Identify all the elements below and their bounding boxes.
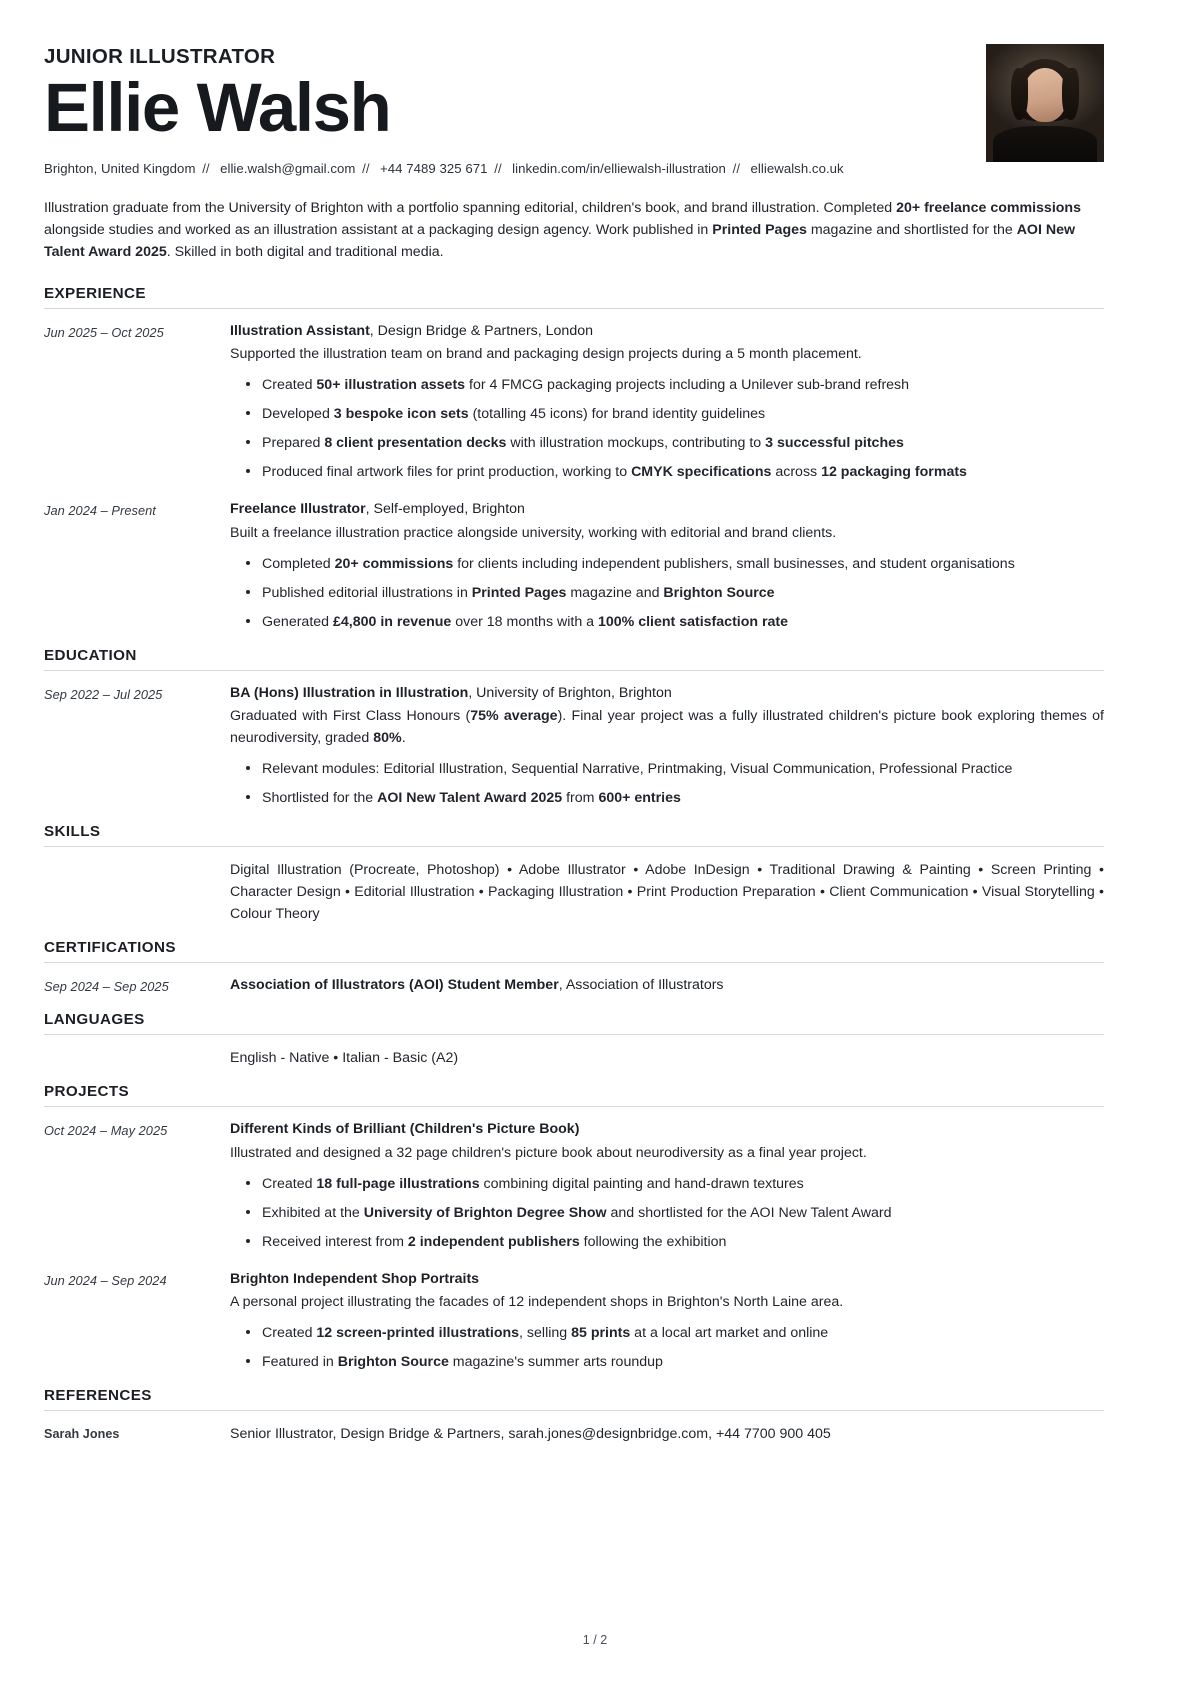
experience-entry <box>44 321 1104 483</box>
contact-separator: // <box>494 161 502 177</box>
section-divider <box>44 1106 1104 1107</box>
portrait-face-icon <box>1023 68 1067 122</box>
entry-date: Jan 2024 – Present <box>44 503 156 519</box>
list-item: Received interest from 2 independent publishers following the exhibition <box>262 1231 1104 1253</box>
entry-body <box>230 683 1104 809</box>
entry-heading <box>230 1119 1104 1140</box>
entry-bullets <box>230 374 1104 483</box>
section-divider <box>44 670 1104 671</box>
entry-bullets <box>230 1173 1104 1253</box>
section-divider <box>44 962 1104 963</box>
list-item: Created 12 screen-printed illustrations, selling 85 prints at a local art market and online <box>262 1322 1104 1344</box>
summary-highlight: Printed Pages <box>712 222 807 239</box>
summary-text: alongside studies and worked as an illustration assistant at a packaging design agency. Work published in <box>44 222 713 239</box>
contact-linkedin[interactable]: linkedin.com/in/elliewalsh-illustration <box>512 161 726 177</box>
section-title-experience: EXPERIENCE <box>44 285 146 303</box>
list-item: Produced final artwork files for print production, working to CMYK specifications across 12 packaging formats <box>262 461 1104 483</box>
entry-description: Supported the illustration team on brand and packaging design projects during a 5 month placement. <box>230 346 862 363</box>
certification-name: Association of Illustrators (AOI) Student Member <box>230 977 559 994</box>
entry-bullets <box>230 1322 1104 1373</box>
entry-heading <box>230 499 1104 520</box>
entry-description: A personal project illustrating the facades of 12 independent shops in Brighton's North Laine area. <box>230 1293 844 1310</box>
entry-bullets <box>230 758 1104 809</box>
entry-description: Built a freelance illustration practice alongside university, working with editorial and brand clients. <box>230 524 837 541</box>
entry-heading <box>230 321 1104 342</box>
skills-text: Digital Illustration (Procreate, Photoshop) • Adobe Illustrator • Adobe InDesign • Traditional Drawing & Painting • Screen Printing • Character Design • Editorial Illustration • Packaging Illustration • Print Production Preparation • Client Communication • Visual Storytelling • Colour Theory <box>230 862 1104 923</box>
entry-heading <box>230 683 1104 704</box>
entry-description: Illustrated and designed a 32 page children's picture book about neurodiversity as a final year project. <box>230 1144 867 1161</box>
list-item: Developed 3 bespoke icon sets (totalling 45 icons) for brand identity guidelines <box>262 403 1104 425</box>
entry-date: Sep 2024 – Sep 2025 <box>44 979 169 995</box>
page-footer <box>0 1633 1190 1647</box>
entry-body <box>230 1269 1104 1373</box>
entry-heading <box>230 975 1104 996</box>
languages-row <box>44 1047 1104 1069</box>
summary-text: . Skilled in both digital and traditional media. <box>166 244 444 261</box>
reference-detail: Senior Illustrator, Design Bridge & Partners, sarah.jones@designbridge.com, +44 7700 900 405 <box>230 1425 831 1442</box>
list-item: Generated £4,800 in revenue over 18 months with a 100% client satisfaction rate <box>262 611 1104 633</box>
section-title-projects: PROJECTS <box>44 1083 130 1101</box>
list-item: Created 50+ illustration assets for 4 FMCG packaging projects including a Unilever sub-brand refresh <box>262 374 1104 396</box>
section-references <box>44 1387 1104 1445</box>
entry-bullets <box>230 553 1104 633</box>
contact-separator: // <box>732 161 741 177</box>
entry-body <box>230 321 1104 483</box>
section-experience <box>44 285 1104 633</box>
summary-highlight: AOI New Talent Award 2025 <box>44 222 1076 261</box>
section-languages <box>44 1011 1104 1069</box>
languages-text: English - Native • Italian - Basic (A2) <box>230 1050 459 1067</box>
job-role: Illustration Assistant <box>230 323 370 340</box>
contact-location: Brighton, United Kingdom <box>44 161 196 177</box>
certification-entry <box>44 975 1104 997</box>
entry-description: Graduated with First Class Honours (75% average). Final year project was a fully illustrated children's picture book exploring themes of neurodiversity, graded 80%. <box>230 708 1104 747</box>
section-education <box>44 647 1104 809</box>
section-divider <box>44 1410 1104 1411</box>
section-title-education: EDUCATION <box>44 646 137 664</box>
reference-name: Sarah Jones <box>44 1426 120 1441</box>
entry-body <box>230 1119 1104 1252</box>
entry-date: Sep 2022 – Jul 2025 <box>44 686 163 702</box>
section-divider <box>44 846 1104 847</box>
list-item: Shortlisted for the AOI New Talent Award 2025 from 600+ entries <box>262 787 1104 809</box>
portrait-hair-right-icon <box>1062 68 1079 120</box>
section-title-skills: SKILLS <box>44 823 101 841</box>
section-certifications <box>44 939 1104 997</box>
contact-phone[interactable]: +44 7489 325 671 <box>380 161 488 177</box>
list-item: Completed 20+ commissions for clients including independent publishers, small businesses, and student organisations <box>262 553 1104 575</box>
project-name: Different Kinds of Brilliant (Children's Picture Book) <box>230 1121 580 1138</box>
job-role: Freelance Illustrator <box>230 501 366 518</box>
summary-text: Illustration graduate from the University of Brighton with a portfolio spanning editorial, children's book, and brand illustration. Completed <box>44 200 897 217</box>
profile-summary <box>44 197 1104 263</box>
list-item: Exhibited at the University of Brighton Degree Show and shortlisted for the AOI New Talent Award <box>262 1202 1104 1224</box>
resume-header <box>44 44 1104 179</box>
job-company: , Self-employed, Brighton <box>365 501 525 518</box>
contact-line <box>44 159 1104 179</box>
list-item: Created 18 full-page illustrations combining digital painting and hand-drawn textures <box>262 1173 1104 1195</box>
summary-text: magazine and shortlisted for the <box>806 222 1017 239</box>
entry-date: Oct 2024 – May 2025 <box>44 1123 168 1139</box>
list-item: Prepared 8 client presentation decks with illustration mockups, contributing to 3 successful pitches <box>262 432 1104 454</box>
portrait-photo <box>986 44 1104 162</box>
job-company: , Design Bridge & Partners, London <box>369 323 593 340</box>
candidate-name: Ellie Walsh <box>44 68 391 146</box>
experience-entry <box>44 499 1104 632</box>
project-entry <box>44 1269 1104 1373</box>
page-indicator: 1 / 2 <box>582 1633 608 1647</box>
list-item: Featured in Brighton Source magazine's summer arts roundup <box>262 1351 1104 1373</box>
portrait-hair-left-icon <box>1011 68 1028 120</box>
entry-body <box>230 975 1104 997</box>
contact-email[interactable]: ellie.walsh@gmail.com <box>220 161 356 177</box>
certification-issuer: , Association of Illustrators <box>558 977 724 994</box>
contact-website[interactable]: elliewalsh.co.uk <box>750 161 844 177</box>
section-projects <box>44 1083 1104 1373</box>
skills-row <box>44 859 1104 925</box>
entry-date: Jun 2024 – Sep 2024 <box>44 1272 167 1288</box>
institution-name: , University of Brighton, Brighton <box>468 684 672 701</box>
summary-highlight: 20+ freelance commissions <box>896 200 1081 217</box>
portrait-body-icon <box>993 126 1097 162</box>
section-divider <box>44 308 1104 309</box>
section-title-languages: LANGUAGES <box>44 1011 145 1029</box>
project-name: Brighton Independent Shop Portraits <box>230 1270 480 1287</box>
entry-body <box>230 1423 1104 1445</box>
section-skills <box>44 823 1104 925</box>
contact-separator: // <box>202 161 210 177</box>
entry-heading <box>230 1269 1104 1290</box>
section-title-references: REFERENCES <box>44 1386 152 1404</box>
list-item: Relevant modules: Editorial Illustration, Sequential Narrative, Printmaking, Visual Communication, Professional Practice <box>262 758 1104 780</box>
entry-body <box>230 499 1104 632</box>
list-item: Published editorial illustrations in Printed Pages magazine and Brighton Source <box>262 582 1104 604</box>
education-entry <box>44 683 1104 809</box>
project-entry <box>44 1119 1104 1252</box>
entry-date: Jun 2025 – Oct 2025 <box>44 325 164 341</box>
section-title-certifications: CERTIFICATIONS <box>44 939 176 957</box>
role-title: JUNIOR ILLUSTRATOR <box>44 45 276 68</box>
section-divider <box>44 1034 1104 1035</box>
degree-name: BA (Hons) Illustration in Illustration <box>230 684 469 701</box>
reference-entry <box>44 1423 1104 1445</box>
contact-separator: // <box>362 161 370 177</box>
